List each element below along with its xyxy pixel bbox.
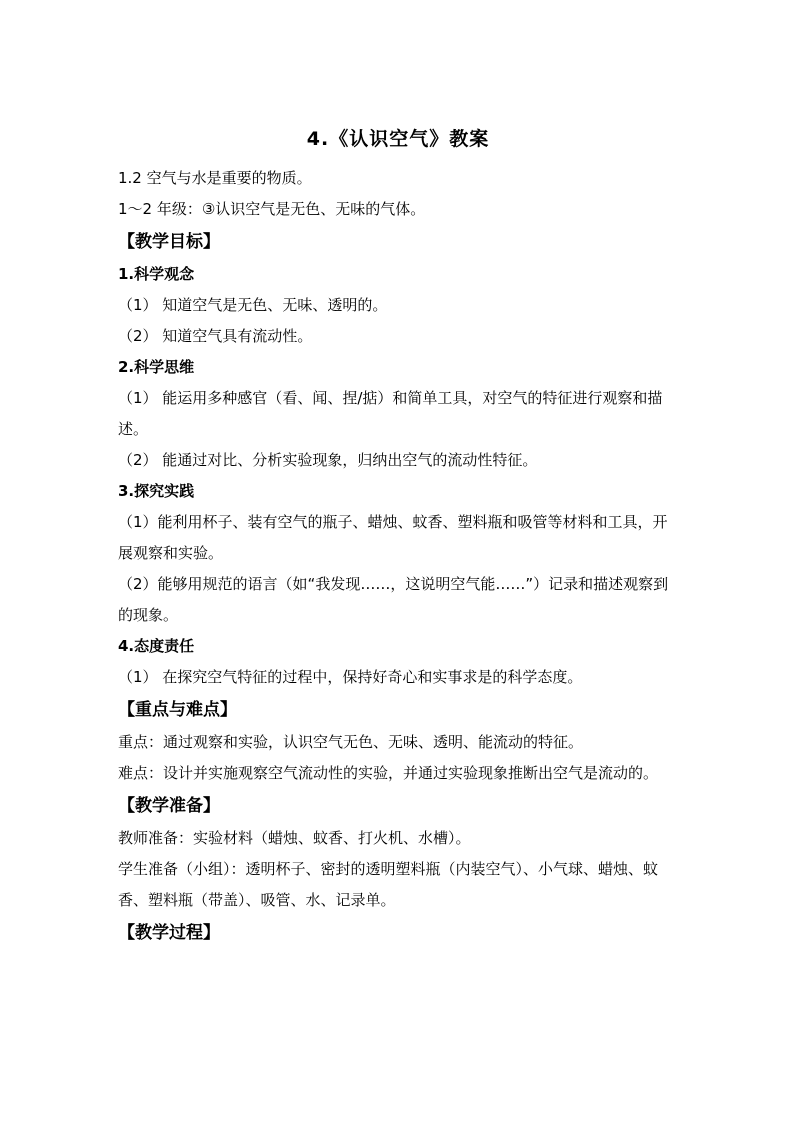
objective-section-4-title: 4.态度责任 <box>118 637 195 655</box>
curriculum-standard-1: 1.2 空气与水是重要的物质。 <box>118 169 312 187</box>
objective-section-3-title: 3.探究实践 <box>118 482 195 500</box>
key-point: 重点：通过观察和实验，认识空气无色、无味、透明、能流动的特征。 <box>118 733 584 751</box>
document-body <box>118 121 678 950</box>
objective-item: （2） 知道空气具有流动性。 <box>118 327 313 345</box>
keypoints-heading: 【重点与难点】 <box>118 700 237 720</box>
objectives-heading: 【教学目标】 <box>118 232 220 252</box>
objective-item: （1） 在探究空气特征的过程中，保持好奇心和实事求是的科学态度。 <box>118 668 583 686</box>
objective-item: （1） 能运用多种感官（看、闻、捏/掂）和简单工具，对空气的特征进行观察和描述。 <box>118 389 663 438</box>
document-title: 4.《认识空气》教案 <box>306 128 490 150</box>
objective-item: （1）能利用杯子、装有空气的瓶子、蜡烛、蚊香、塑料瓶和吸管等材料和工具，开展观察和实验。 <box>118 513 668 562</box>
curriculum-standard-2: 1～2 年级：③认识空气是无色、无味的气体。 <box>118 200 426 218</box>
preparation-heading: 【教学准备】 <box>118 796 220 816</box>
objective-section-2-title: 2.科学思维 <box>118 358 195 376</box>
objective-item: （2）能够用规范的语言（如“我发现……，这说明空气能……”）记录和描述观察到的现象。 <box>118 575 669 624</box>
process-heading: 【教学过程】 <box>118 923 220 943</box>
student-preparation: 学生准备（小组）：透明杯子、密封的透明塑料瓶（内装空气）、小气球、蜡烛、蚊香、塑料瓶（带盖）、吸管、水、记录单。 <box>118 860 659 909</box>
teacher-preparation: 教师准备：实验材料（蜡烛、蚊香、打火机、水槽）。 <box>118 829 471 847</box>
objective-section-1-title: 1.科学观念 <box>118 265 195 283</box>
objective-item: （1） 知道空气是无色、无味、透明的。 <box>118 296 388 314</box>
difficult-point: 难点：设计并实施观察空气流动性的实验，并通过实验现象推断出空气是流动的。 <box>118 764 659 782</box>
objective-item: （2） 能通过对比、分析实验现象，归纳出空气的流动性特征。 <box>118 451 538 469</box>
